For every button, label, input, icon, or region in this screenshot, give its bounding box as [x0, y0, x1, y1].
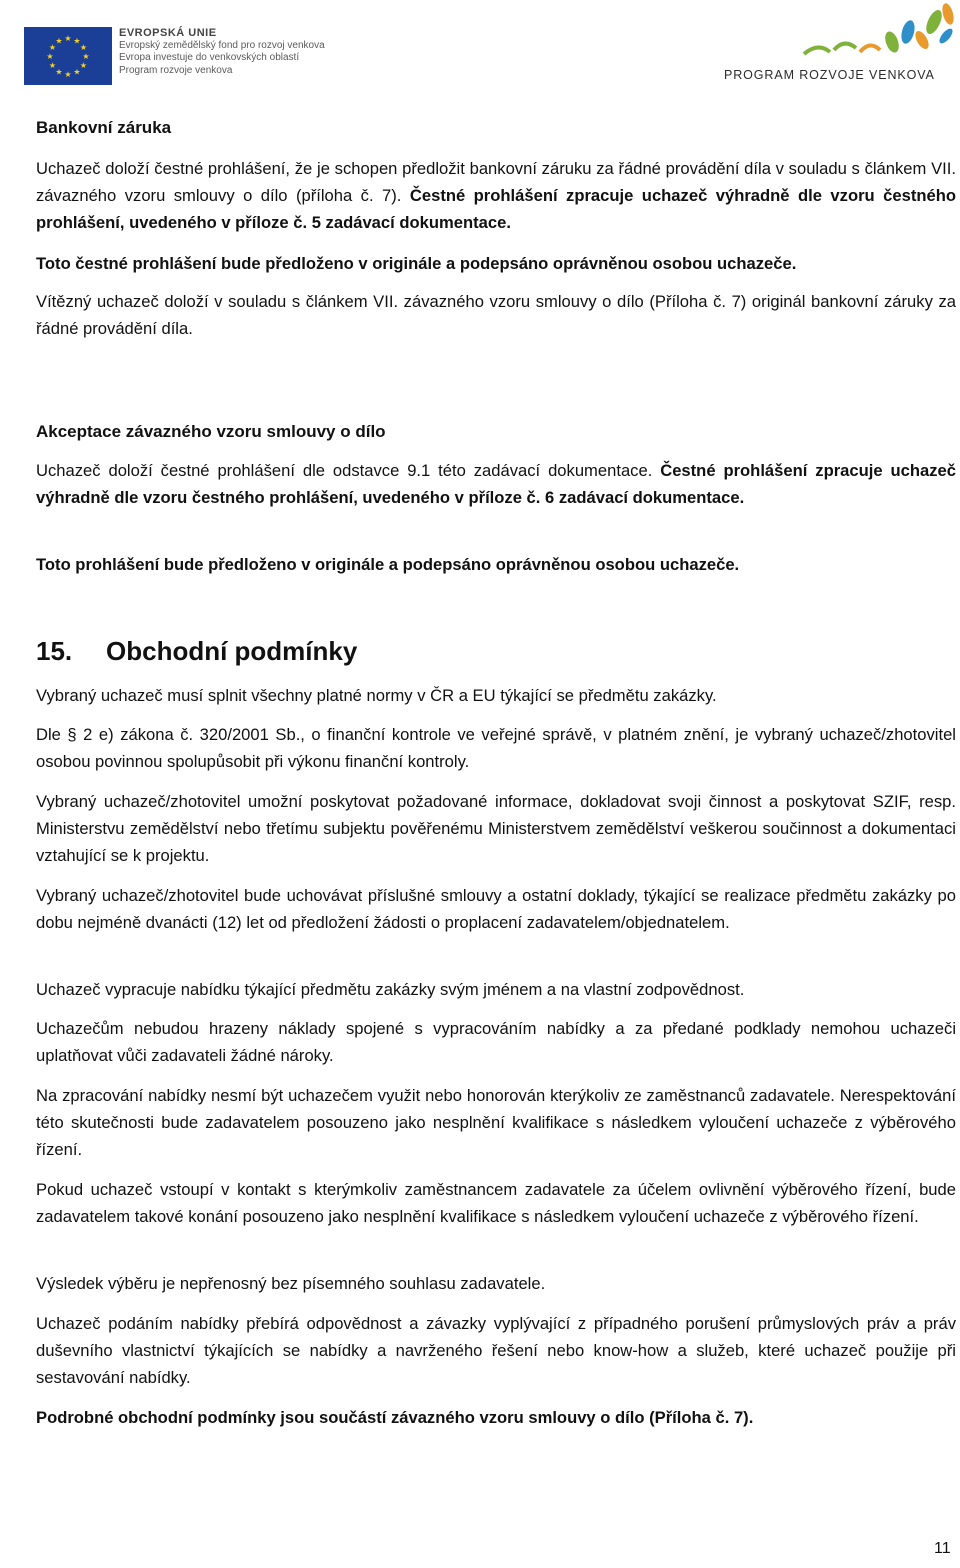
eu-fund-line: Evropský zemědělský fond pro rozvoj venkova — [119, 39, 325, 51]
eu-title: EVROPSKÁ UNIE — [119, 27, 217, 39]
commercial-paragraph-2: Dle § 2 e) zákona č. 320/2001 Sb., o finanční kontrole ve veřejné správě, v platném znění, je vybraný uchazeč/zhotovitel osobou povinnou spolupůsobit při výkonu finanční kontroly. — [36, 725, 956, 771]
commercial-paragraph-7: Na zpracování nabídky nesmí být uchazečem využit nebo honorován kterýkoliv ze zaměstnanců zadavatele. Nerespektování této skutečnosti bude zadavatelem posouzeno jako nesplnění kvalifikace s následkem vyloučení uchazeče z výběrového řízení. — [36, 1086, 956, 1159]
svg-text:★: ★ — [79, 43, 88, 52]
svg-text:★: ★ — [55, 67, 63, 77]
commercial-paragraph-3: Vybraný uchazeč/zhotovitel umožní poskytovat požadované informace, dokladovat svoji činnost a poskytovat SZIF, resp. Ministerstvu zemědělství nebo třetímu subjektu pověřenému Ministerstvem zemědělství veškerou součinnost a dokumentaci vztahující se k projektu. — [36, 792, 956, 865]
prv-logo-icon — [800, 2, 958, 62]
bank-p1-text: Uchazeč doloží čestné prohlášení, že je schopen předložit bankovní záruku za řádné provádění díla v souladu s článkem VII. závazného vzoru smlouvy o dílo (příloha č. 7). — [36, 159, 956, 205]
bank-guarantee-section — [36, 114, 171, 141]
eu-program-line: Program rozvoje venkova — [119, 64, 233, 76]
svg-text:★: ★ — [79, 61, 88, 70]
prv-logo-text: PROGRAM ROZVOJE VENKOVA — [724, 68, 935, 82]
acceptance-heading: Akceptace závazného vzoru smlouvy o dílo — [36, 422, 386, 441]
svg-text:★: ★ — [73, 67, 81, 77]
eu-flag-icon — [24, 27, 112, 85]
bank-p1-bold: Čestné prohlášení zpracuje uchazeč výhradně dle vzoru čestného prohlášení, uvedeného v příloze č. 5 zadávací dokumentace. — [36, 186, 956, 232]
commercial-paragraph-11: Podrobné obchodní podmínky jsou součástí závazného vzoru smlouvy o dílo (Příloha č. 7). — [36, 1408, 754, 1427]
commercial-paragraph-6: Uchazečům nebudou hrazeny náklady spojené s vypracováním nabídky a za předané podklady nemohou uchazeči uplatňovat vůči zadavateli žádné nároky. — [36, 1019, 956, 1065]
commercial-terms-heading — [36, 634, 357, 668]
commercial-paragraph-4: Vybraný uchazeč/zhotovitel bude uchovávat příslušné smlouvy a ostatní doklady, týkající se realizace předmětu zakázky po dobu nejméně dvanácti (12) let od předložení žádosti o proplacení zadavatelem/objednatelem. — [36, 886, 956, 932]
commercial-paragraph-8: Pokud uchazeč vstoupí v kontakt s kterýmkoliv zaměstnancem zadavatele za účelem ovlivnění výběrového řízení, bude zadavatelem takové konání posouzeno jako nesplnění kvalifikace s následkem vyloučení uchazeče z výběrového řízení. — [36, 1180, 956, 1226]
commercial-paragraph-1: Vybraný uchazeč musí splnit všechny platné normy v ČR a EU týkající se předmětu zakázky. — [36, 686, 717, 705]
section-title: Obchodní podmínky — [106, 636, 358, 666]
accept-p1-bold: Čestné prohlášení zpracuje uchazeč výhradně dle vzoru čestného prohlášení, uvedeného v příloze č. 6 zadávací dokumentace. — [36, 461, 956, 507]
bank-guarantee-paragraph-2: Toto čestné prohlášení bude předloženo v originále a podepsáno oprávněnou osobou uchazeče. — [36, 254, 797, 273]
svg-text:★: ★ — [82, 52, 90, 61]
commercial-paragraph-10: Uchazeč podáním nabídky přebírá odpovědnost a závazky vyplývající z případného porušení průmyslových práv a práv duševního vlastnictví týkajících se nabídky a navrženého řešení nebo know-how a služeb, které uchazeč použije při sestavování nabídky. — [36, 1314, 956, 1387]
commercial-paragraph-5: Uchazeč vypracuje nabídku týkající předmětu zakázky svým jménem a na vlastní zodpovědnost. — [36, 980, 745, 999]
bank-guarantee-paragraph-1 — [36, 155, 956, 236]
page-header — [0, 0, 960, 95]
accept-p1-text: Uchazeč doloží čestné prohlášení dle odstavce 9.1 této zadávací dokumentace. — [36, 461, 661, 480]
svg-text:★: ★ — [48, 61, 57, 70]
eu-invest-line: Evropa investuje do venkovských oblastí — [119, 52, 300, 64]
section-number: 15. — [36, 636, 73, 666]
acceptance-paragraph-2: Toto prohlášení bude předloženo v originále a podepsáno oprávněnou osobou uchazeče. — [36, 555, 740, 574]
svg-text:★: ★ — [46, 52, 54, 61]
eu-text-block — [119, 27, 369, 77]
svg-text:★: ★ — [55, 36, 63, 46]
bank-guarantee-heading: Bankovní záruka — [36, 118, 172, 137]
svg-text:★: ★ — [64, 70, 72, 79]
svg-text:★: ★ — [73, 36, 81, 46]
svg-text:★: ★ — [64, 34, 72, 43]
acceptance-paragraph-1 — [36, 457, 956, 511]
svg-text:★: ★ — [48, 43, 57, 52]
bank-guarantee-paragraph-3: Vítězný uchazeč doloží v souladu s článkem VII. závazného vzoru smlouvy o dílo (Příloha č. 7) originál bankovní záruky za řádné provádění díla. — [36, 292, 956, 338]
page-number: 11 — [934, 1540, 951, 1557]
commercial-paragraph-9: Výsledek výběru je nepřenosný bez písemného souhlasu zadavatele. — [36, 1274, 546, 1293]
